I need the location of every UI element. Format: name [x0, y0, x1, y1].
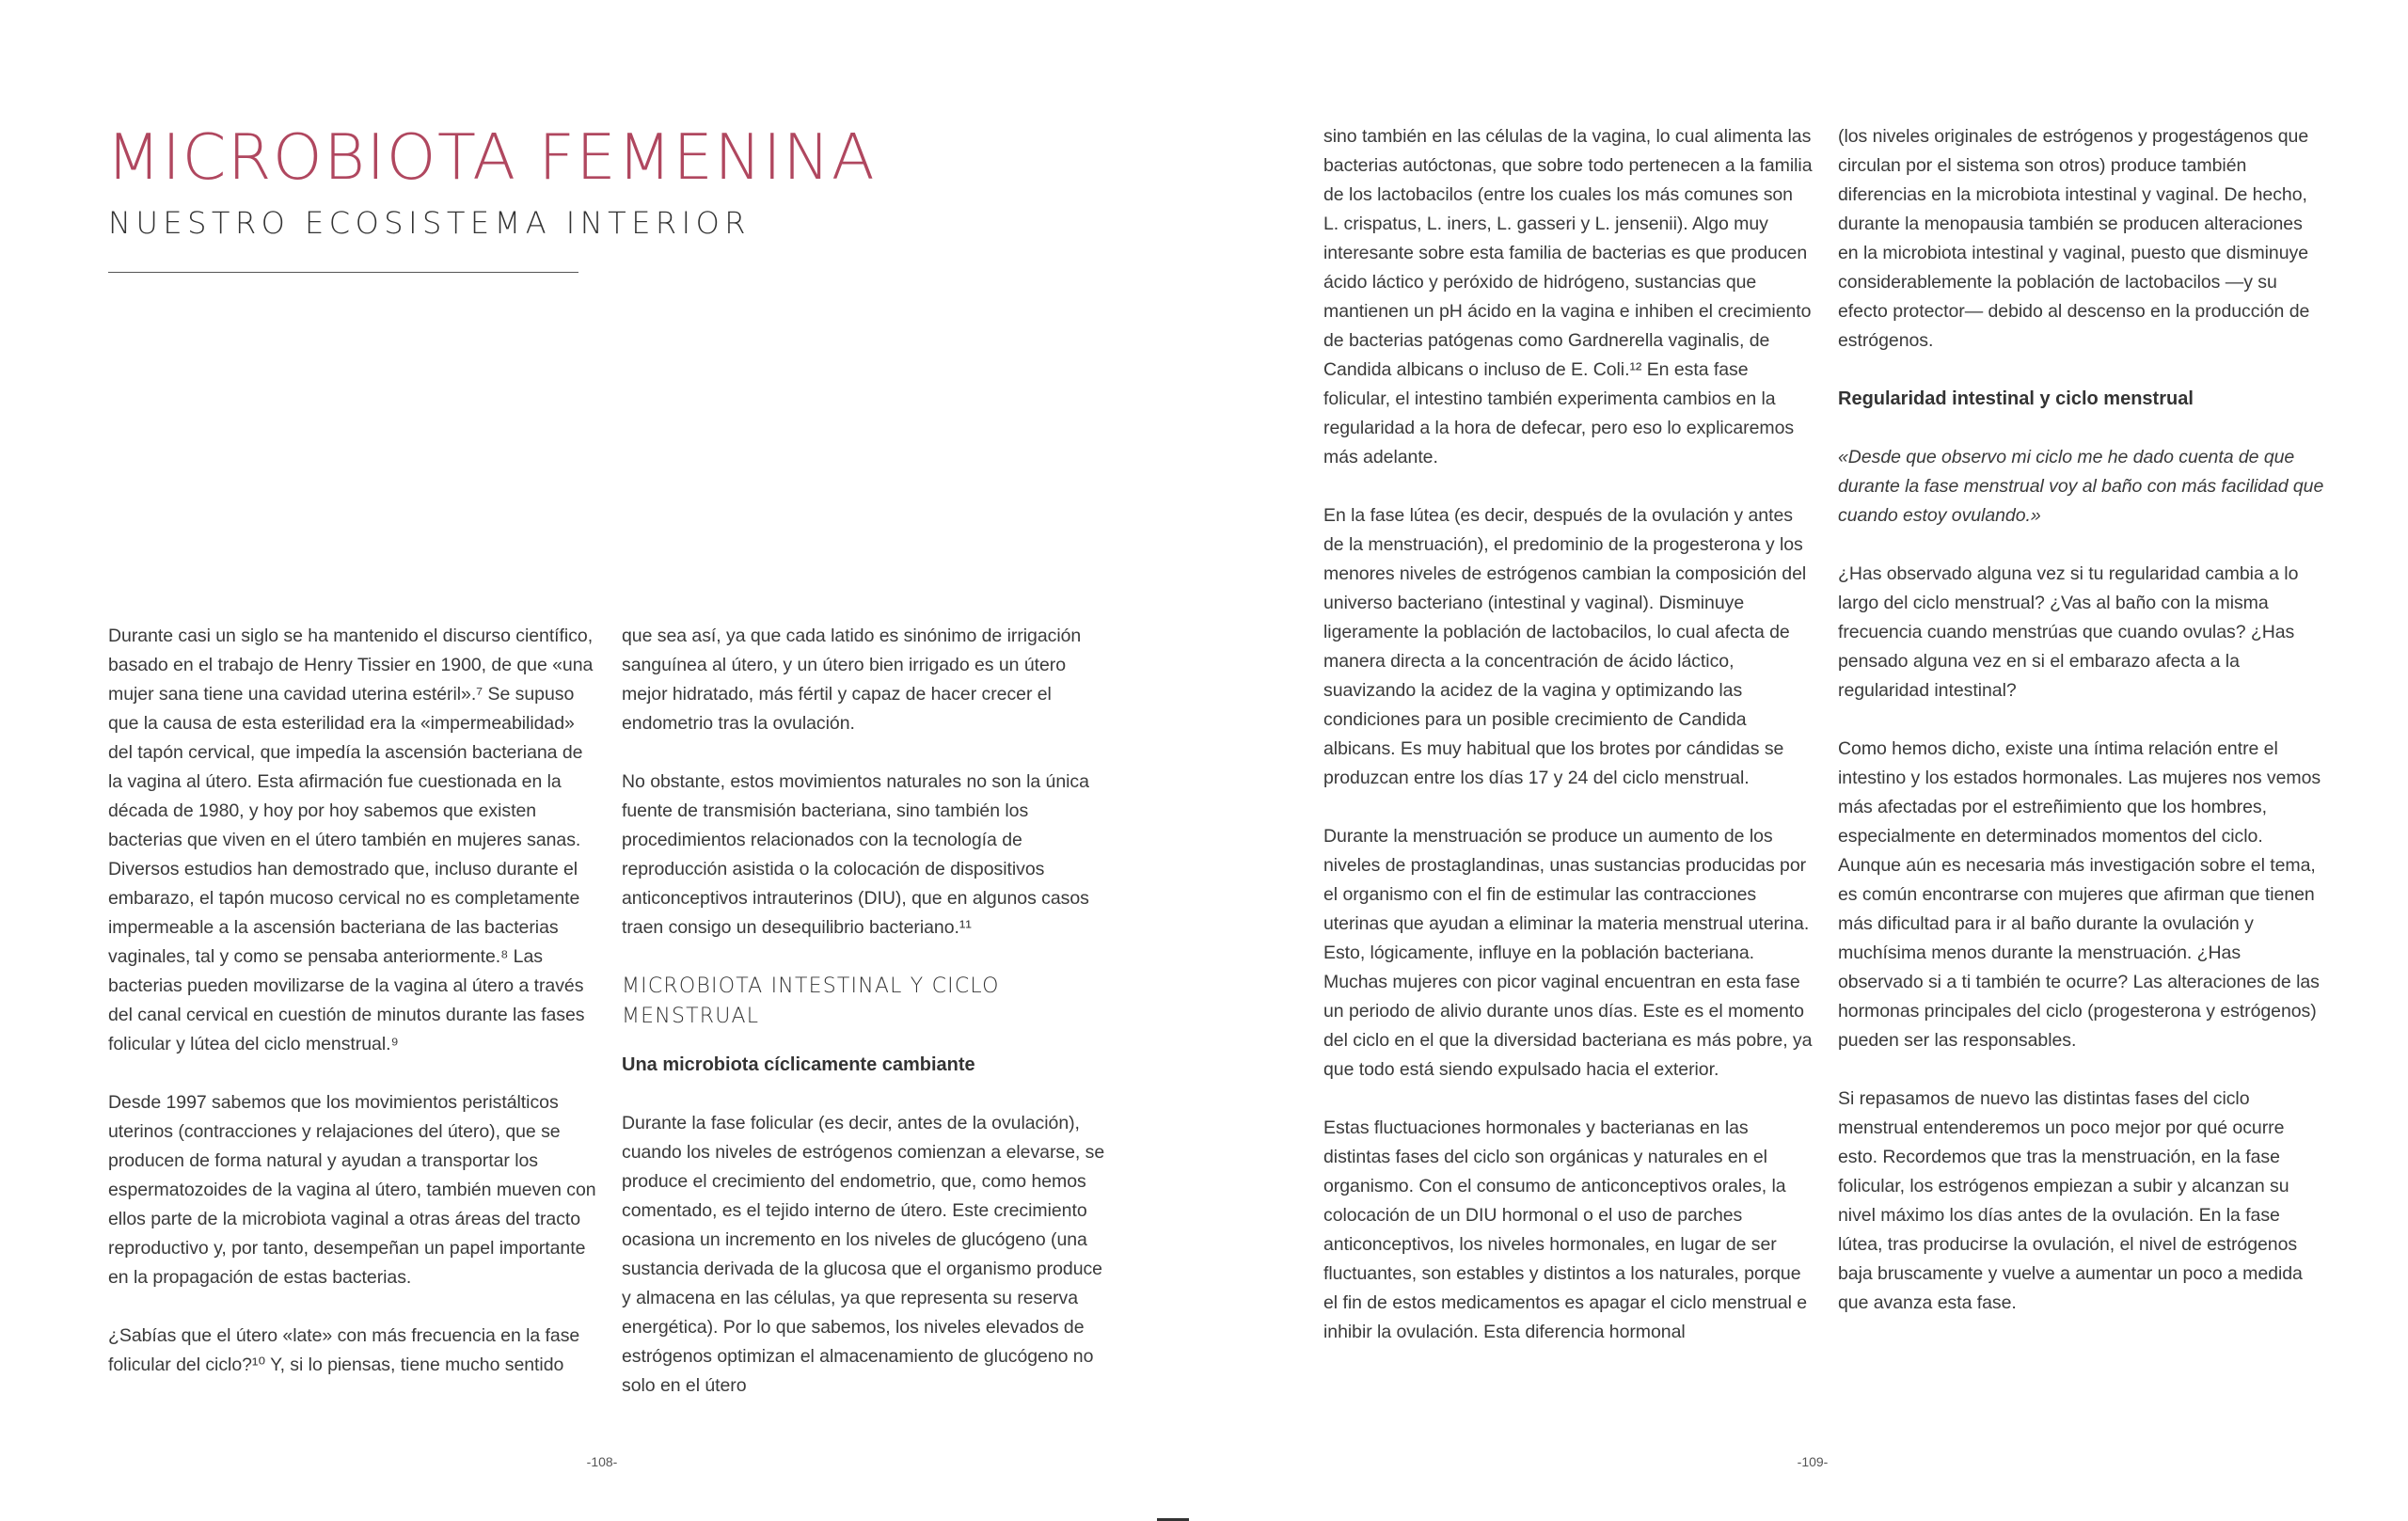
page-number-right: -109-	[1797, 1454, 1829, 1469]
page-number-left: -108-	[586, 1454, 618, 1469]
subsection-heading: Regularidad intestinal y ciclo menstrual	[1838, 388, 2194, 409]
paragraph: Si repasamos de nuevo las distintas fases del ciclo menstrual entenderemos un poco mejor por qué ocurre esto. Recordemos que tras la menstruación, en la fase folicular, los estrógenos empiezan a subir y alcanzan su nivel máximo los días antes de la ovulación. En la fase lútea, tras producirse la ovulación, el nivel de estrógenos baja bruscamente y vuelve a aumentar un poco a medida que avanza esta fase.	[1838, 1088, 2303, 1313]
paragraph: En la fase lútea (es decir, después de la ovulación y antes de la menstruación), el predominio de la progesterona y los menores niveles de estrógenos cambian la composición del universo bacteriano (intestinal y vaginal). Disminuye ligeramente la población de lactobacilos, lo cual afecta de manera directa a la concentración de ácido láctico, suavizando la acidez de la vagina y optimizando las condiciones para un posible crecimiento de Candida albicans. Es muy habitual que los brotes por cándidas se produzcan entre los días 17 y 24 del ciclo menstrual.	[1323, 505, 1807, 788]
paragraph: que sea así, ya que cada latido es sinónimo de irrigación sanguínea al útero, y un útero bien irrigado es un útero mejor hidratado, más fértil y capaz de hacer crecer el endometrio tras la ovulación.	[622, 626, 1082, 734]
paragraph: Durante la fase folicular (es decir, antes de la ovulación), cuando los niveles de estrógenos comienzan a elevarse, se produce el crecimiento del endometrio, que, como hemos comentado, es el tejido interno de útero. Este crecimiento ocasiona un incremento en los niveles de glucógeno (una sustancia derivada de la glucosa que el organismo produce y almacena en las células, ya que representa su reserva energética). Por lo que sabemos, los niveles elevados de estrógenos optimizan el almacenamiento de glucógeno no solo en el útero	[622, 1113, 1105, 1396]
paragraph: Durante la menstruación se produce un aumento de los niveles de prostaglandinas, unas sustancias producidas por el organismo con el fin de estimular las contracciones uterinas que ayudan a eliminar la materia menstrual uterina. Esto, lógicamente, influye en la población bacteriana. Muchas mujeres con picor vaginal encuentran en esta fase un periodo de alivio durante unos días. Este es el momento del ciclo en el que la diversidad bacteriana es más pobre, ya que todo está siendo expulsado hacia el exterior.	[1323, 826, 1813, 1080]
text-column-3	[1323, 122, 1813, 1376]
paragraph: Durante casi un siglo se ha mantenido el discurso científico, basado en el trabajo de Henry Tissier en 1900, de que «una mujer sana tiene una cavidad uterina estéril».⁷ Se supuso que la causa de esta esterilidad era la «impermeabilidad» del tapón cervical, que impedía la ascensión bacteriana de la vagina al útero. Esta afirmación fue cuestionada en la década de 1980, y hoy por hoy sabemos que existen bacterias que viven en el útero también en mujeres sanas. Diversos estudios han demostrado que, incluso durante el embarazo, el tapón mucoso cervical no es completamente impermeable a la ascensión bacteriana de las bacterias vaginales, tal y como se pensaba anteriormente.⁸ Las bacterias pueden movilizarse de la vagina al útero a través del canal cervical en cuestión de minutos durante las fases folicular y lútea del ciclo menstrual.⁹	[108, 626, 594, 1054]
paragraph: (los niveles originales de estrógenos y progestágenos que circulan por el sistema son otros) produce también diferencias en la microbiota intestinal y vaginal. De hecho, durante la menopausia también se producen alteraciones en la microbiota intestinal y vaginal, puesto que disminuye considerablemente la población de lactobacilos —y su efecto protector— debido al descenso en la producción de estrógenos.	[1838, 126, 2310, 351]
section-heading: MICROBIOTA INTESTINAL Y CICLO MENSTRUAL	[622, 974, 1000, 1028]
paragraph: Como hemos dicho, existe una íntima relación entre el intestino y los estados hormonales. Las mujeres nos vemos más afectadas por el estreñimiento que los hombres, especialmente en determinados momentos del ciclo. Aunque aún es necesaria más investigación sobre el tema, es común encontrarse con mujeres que afirman que tienen más dificultad para ir al baño durante la ovulación y muchísima menos durante la menstruación. ¿Has observado si a ti también te ocurre? Las alteraciones de las hormonas principales del ciclo (progesterona y estrógenos) pueden ser las responsables.	[1838, 738, 2321, 1051]
text-column-4	[1838, 122, 2327, 1347]
chapter-title: MICROBIOTA FEMENINA	[106, 120, 877, 194]
title-divider	[108, 272, 578, 273]
right-page	[1204, 0, 2408, 1521]
paragraph: ¿Has observado alguna vez si tu regularidad cambia a lo largo del ciclo menstrual? ¿Vas al baño con la misma frecuencia cuando menstrúas que cuando ovulas? ¿Has pensado alguna vez en si el embarazo afecta a la regularidad intestinal?	[1838, 563, 2299, 701]
paragraph: Desde 1997 sabemos que los movimientos peristálticos uterinos (contracciones y relajaciones del útero), que se producen de forma natural y ayudan a transportar los espermatozoides de la vagina al útero, también mueven con ellos parte de la microbiota vaginal a otras áreas del tracto reproductivo y, por tanto, desempeñan un papel importante en la propagación de estas bacterias.	[108, 1092, 596, 1288]
paragraph: No obstante, estos movimientos naturales no son la única fuente de transmisión bacteriana, sino también los procedimientos relacionados con la tecnología de reproducción asistida o la colocación de dispositivos anticonceptivos intrauterinos (DIU), que en algunos casos traen consigo un desequilibrio bacteriano.¹¹	[622, 771, 1089, 938]
paragraph: ¿Sabías que el útero «late» con más frecuencia en la fase folicular del ciclo?¹⁰ Y, si lo piensas, tiene mucho sentido	[108, 1325, 580, 1375]
text-column-1	[108, 622, 597, 1409]
chapter-subtitle: NUESTRO ECOSISTEMA INTERIOR	[108, 205, 752, 241]
text-column-2	[622, 622, 1111, 1430]
testimonial-quote: «Desde que observo mi ciclo me he dado cuenta de que durante la fase menstrual voy al baño con más facilidad que cuando estoy ovulando.»	[1838, 447, 2324, 526]
paragraph: Estas fluctuaciones hormonales y bacterianas en las distintas fases del ciclo son orgánicas y naturales en el organismo. Con el consumo de anticonceptivos orales, la colocación de un DIU hormonal o el uso de parches anticonceptivos, los niveles hormonales, en lugar de ser fluctuantes, son estables y distintos a los naturales, porque el fin de estos medicamentos es apagar el ciclo menstrual e inhibir la ovulación. Esta diferencia hormonal	[1323, 1117, 1808, 1342]
subsection-heading: Una microbiota cíclicamente cambiante	[622, 1054, 975, 1075]
paragraph: sino también en las células de la vagina, lo cual alimenta las bacterias autóctonas, que sobre todo pertenecen a la familia de los lactobacilos (entre los cuales los más comunes son L. crispatus, L. iners, L. gasseri y L. jensenii). Algo muy interesante sobre esta familia de bacterias es que producen ácido láctico y peróxido de hidrógeno, sustancias que mantienen un pH ácido en la vagina e inhiben el crecimiento de bacterias patógenas como Gardnerella vaginalis, de Candida albicans o incluso de E. Coli.¹² En esta fase folicular, el intestino también experimenta cambios en la regularidad a la hora de defecar, pero eso lo explicaremos más adelante.	[1323, 126, 1813, 467]
